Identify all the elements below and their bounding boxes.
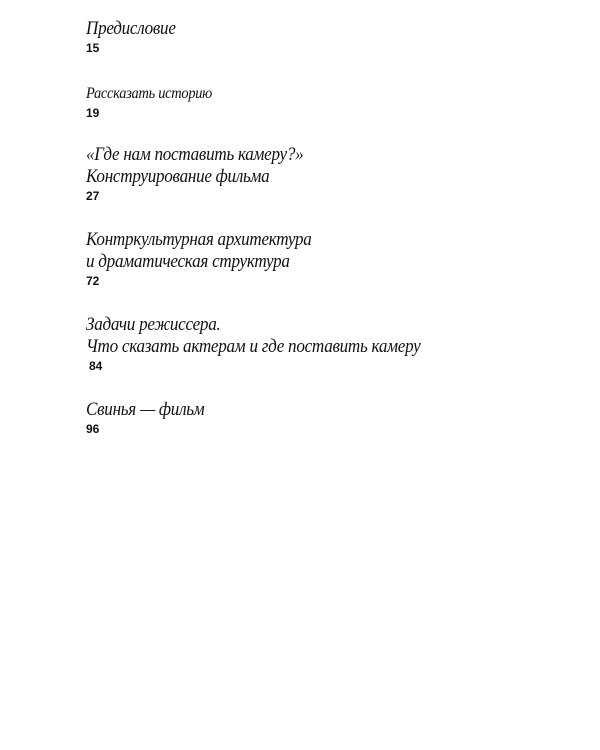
toc-page-number: 96 [86, 422, 100, 436]
toc-page-number: 27 [86, 189, 100, 203]
toc-entry-architecture[interactable] [86, 229, 586, 288]
table-of-contents [86, 18, 586, 436]
toc-entry-title: Свинья — фильм [86, 399, 205, 420]
toc-entry-tell-story[interactable] [86, 83, 586, 120]
toc-entry-subtitle: Что сказать актерам и где поставить камеру [86, 336, 421, 357]
toc-entry-director-tasks[interactable] [86, 314, 586, 373]
toc-page-number: 15 [86, 41, 100, 55]
toc-entry-subtitle: и драматическая структура [86, 251, 290, 272]
toc-entry-pig-film[interactable] [86, 399, 586, 436]
toc-entry-title: Контркультурная архитектура [86, 229, 312, 250]
toc-entry-title: Предисловие [86, 18, 176, 39]
toc-entry-title: Задачи режиссера. [86, 314, 221, 335]
toc-entry-camera-placement[interactable] [86, 144, 586, 203]
toc-entry-preface[interactable] [86, 18, 586, 55]
toc-page-number: 84 [89, 359, 103, 373]
toc-page-number: 19 [86, 106, 100, 120]
toc-entry-subtitle: Конструирование фильма [86, 166, 270, 187]
toc-entry-title: Рассказать историю [86, 85, 213, 102]
toc-page-number: 72 [86, 274, 100, 288]
toc-entry-title: «Где нам поставить камеру?» [86, 144, 304, 165]
